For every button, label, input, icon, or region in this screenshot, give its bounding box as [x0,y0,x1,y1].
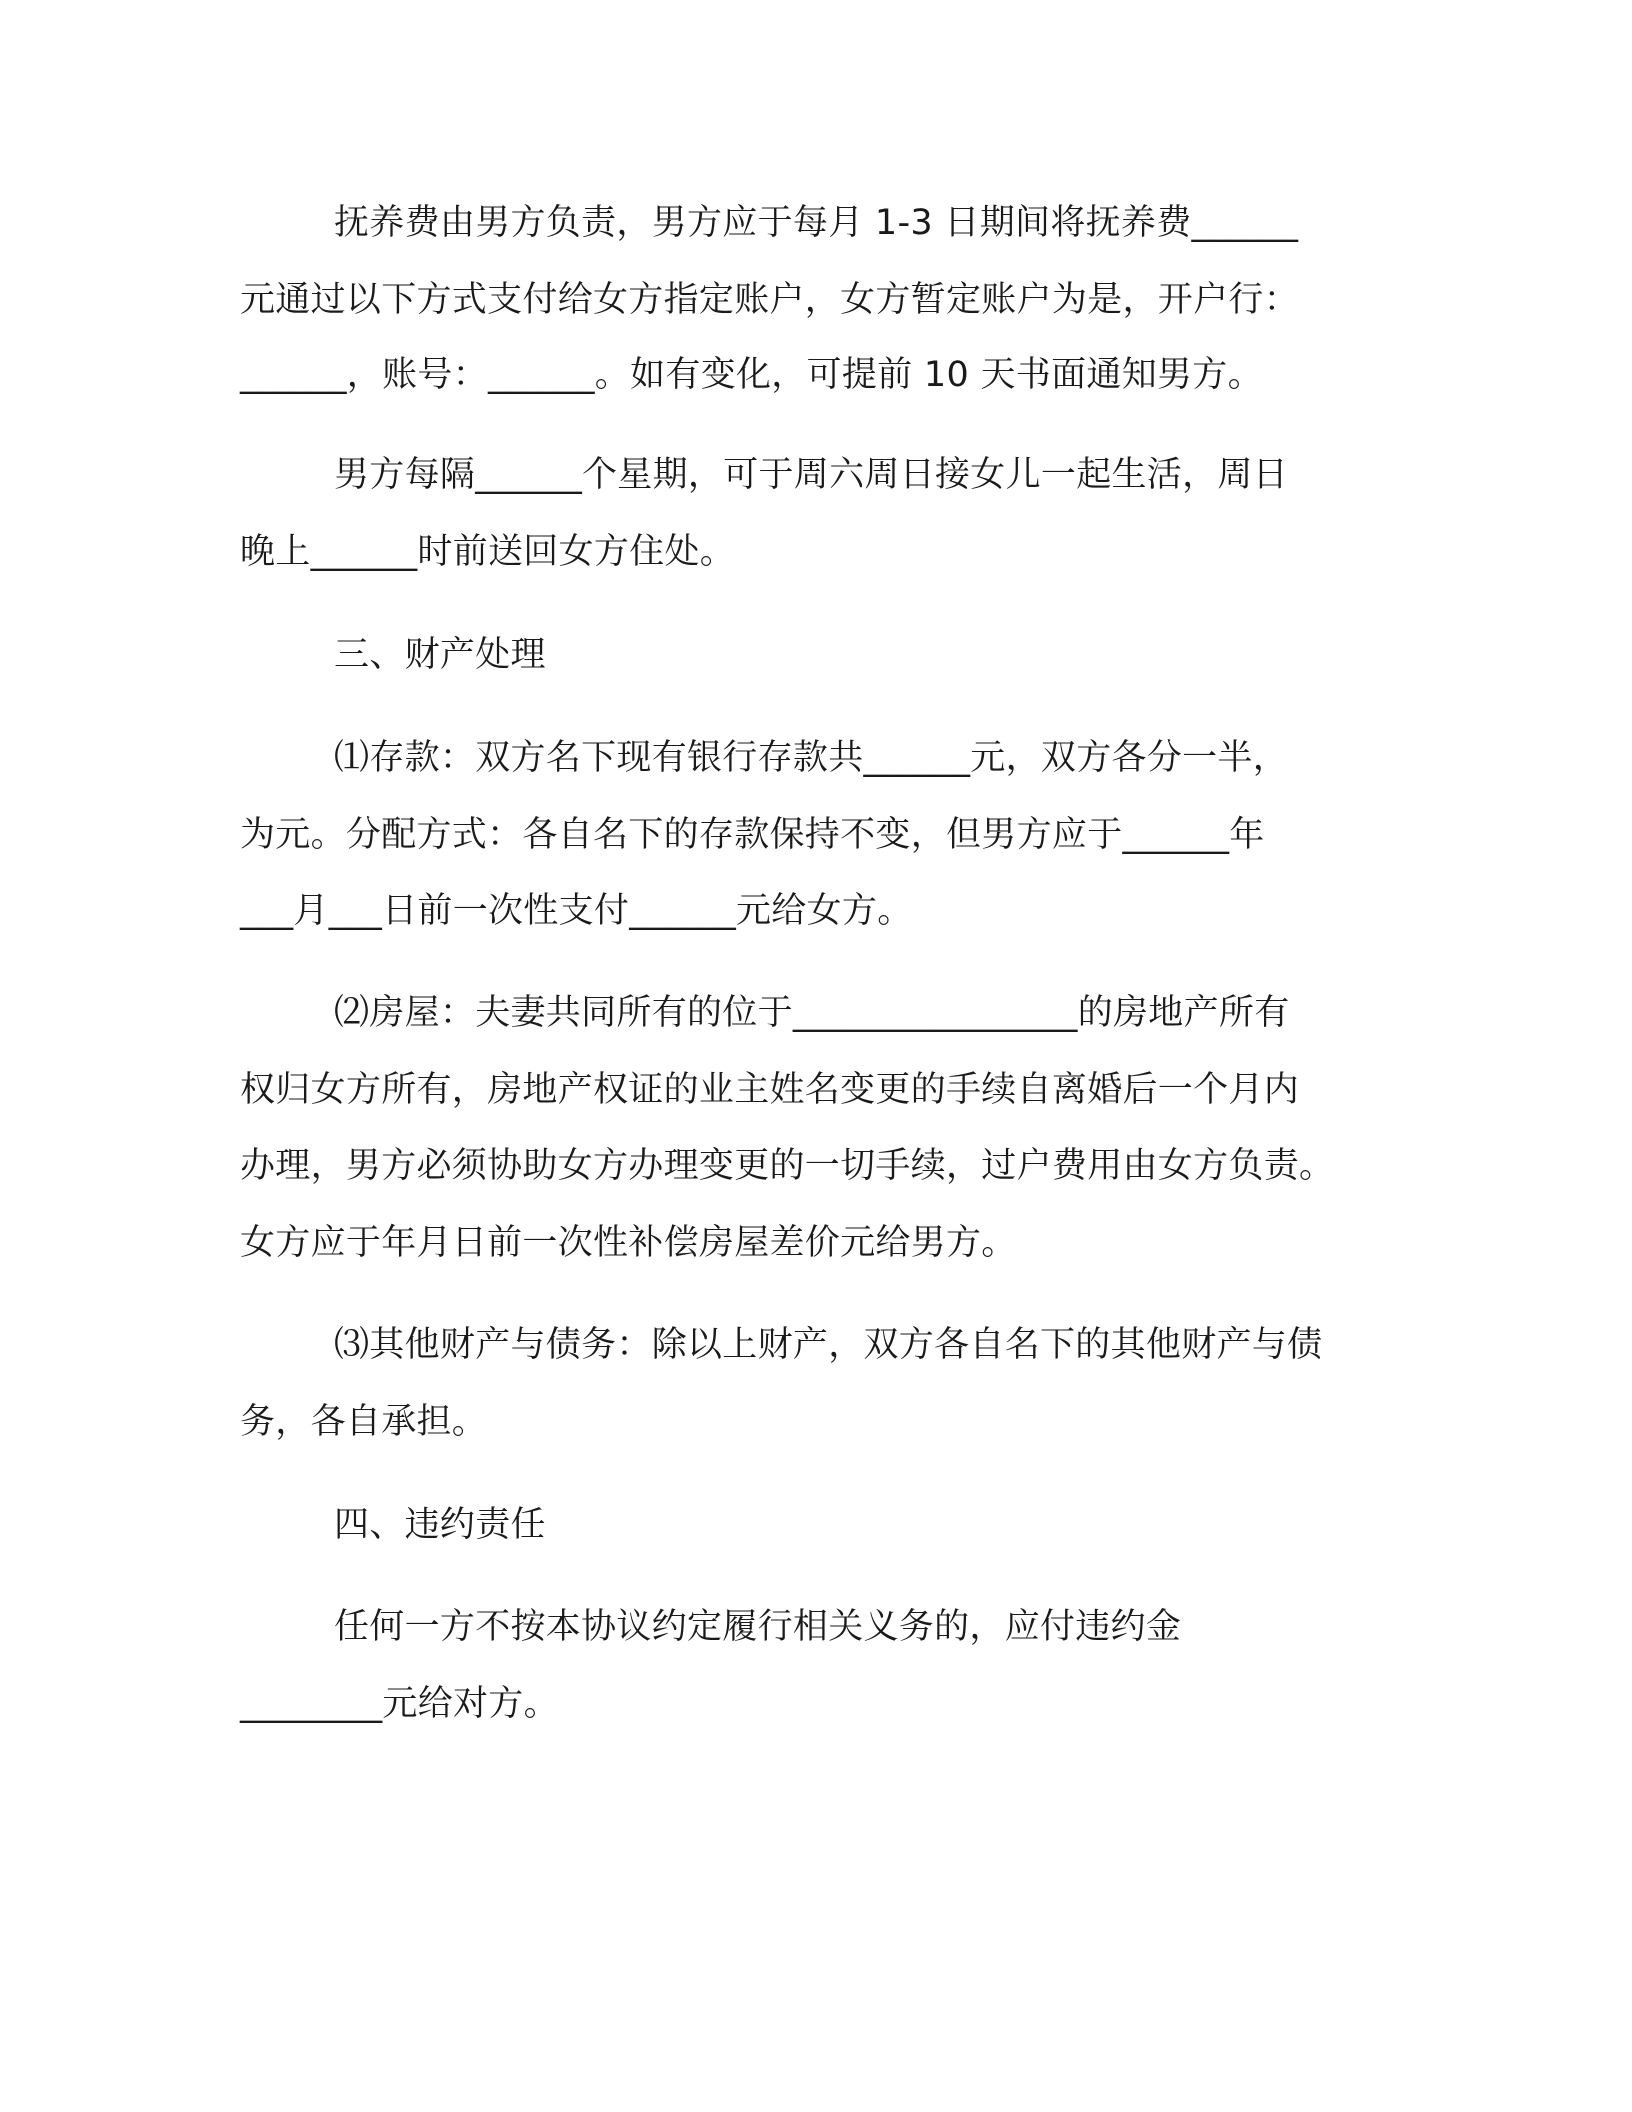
text-line: 抚养费由男方负责，男方应于每月 1-3 日期间将抚养费______ [334,203,1299,243]
text-line: ⑴存款：双方名下现有银行存款共______元，双方各分一半， [334,738,1289,778]
text-line: ________元给对方。 [240,1684,559,1724]
text-line: 办理，男方必须协助女方办理变更的一切手续，过户费用由女方负责。 [240,1146,1335,1186]
text-line: 任何一方不按本协议约定履行相关义务的，应付违约金 [334,1607,1182,1647]
text-line: 晚上______时前送回女方住处。 [240,532,736,572]
text-line: ___月___日前一次性支付______元给女方。 [240,891,913,931]
section-heading: 三、财产处理 [334,635,546,675]
section-heading: 四、违约责任 [334,1505,546,1545]
text-line: 元通过以下方式支付给女方指定账户，女方暂定账户为是，开户行： [240,280,1300,320]
text-line: ______，账号：______。如有变化，可提前 10 天书面通知男方。 [240,355,1263,395]
text-line: ⑶其他财产与债务：除以上财产，双方各自名下的其他财产与债 [334,1325,1323,1365]
text-line: ⑵房屋：夫妻共同所有的位于________________的房地产所有 [334,993,1290,1033]
text-line: 务，各自承担。 [240,1402,488,1442]
text-line: 男方每隔______个星期，可于周六周日接女儿一起生活，周日 [334,455,1289,495]
text-line: 女方应于年月日前一次性补偿房屋差价元给男方。 [240,1223,1017,1263]
text-line: 为元。分配方式：各自名下的存款保持不变，但男方应于______年 [240,815,1265,855]
text-line: 权归女方所有，房地产权证的业主姓名变更的手续自离婚后一个月内 [240,1070,1300,1110]
